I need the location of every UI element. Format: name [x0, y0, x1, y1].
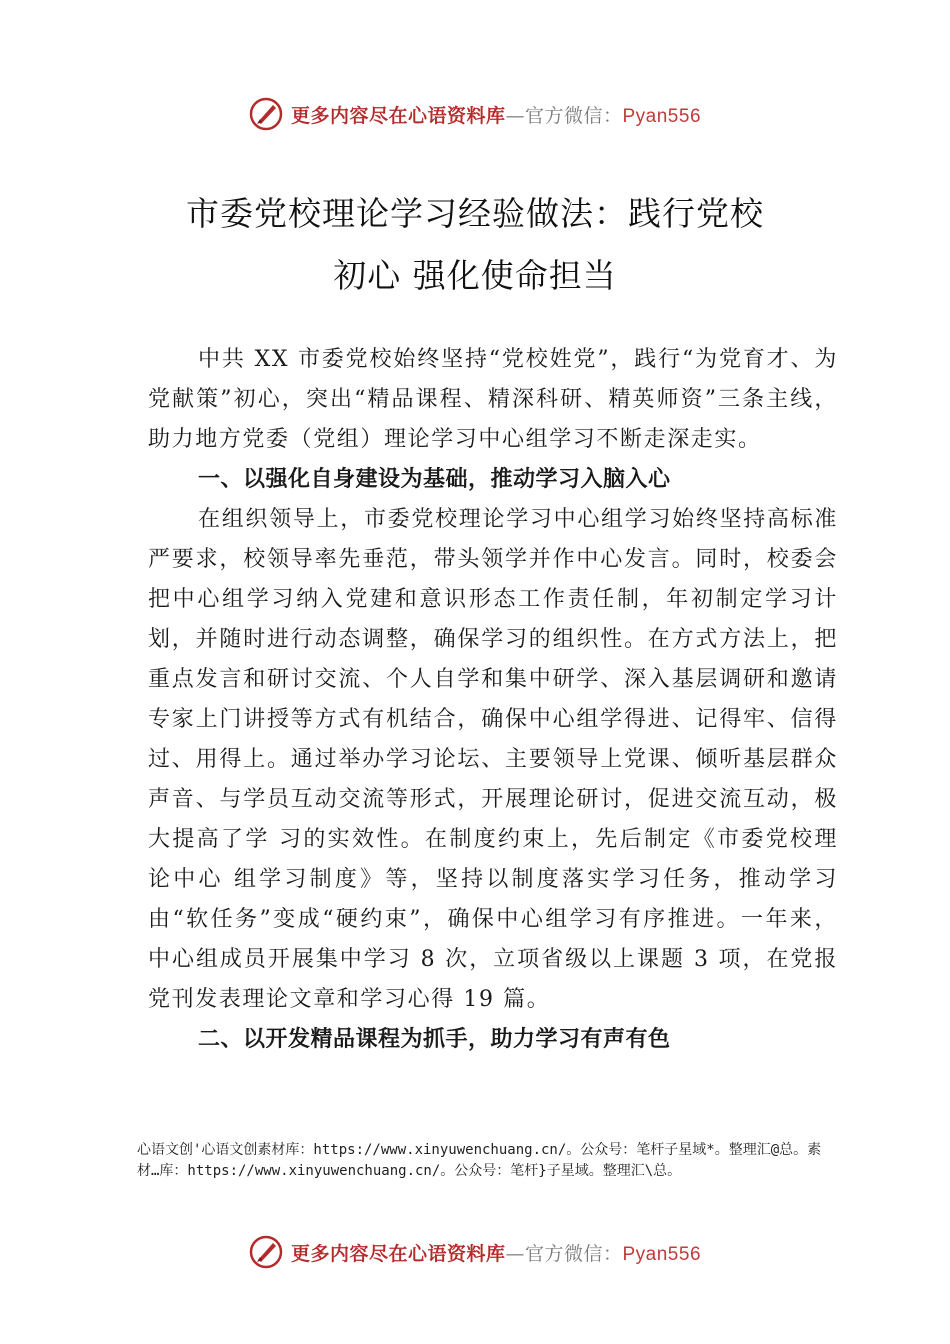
- banner-wechat-label: 官方微信：: [524, 104, 623, 127]
- pen-logo-icon: [249, 97, 283, 131]
- banner-wechat-id: Pyan556: [622, 105, 702, 127]
- footer-note: 心语文创'心语文创素材库：https://www.xinyuwenchuang.cn/。公众号：笔杆子星域*。整理汇@总。素材…库：https://www.xinyuwenchuang.cn/。公众号：笔杆}子星域。整理汇\总。: [137, 1142, 822, 1179]
- header-banner: [0, 94, 950, 134]
- document-body: [148, 340, 838, 1060]
- section-heading-2: 二、以开发精品课程为抓手，助力学习有声有色: [198, 1027, 671, 1052]
- document-title-line-2: 初心 强化使命担当: [333, 256, 617, 295]
- pen-logo-icon: [249, 1235, 283, 1269]
- intro-paragraph: 中共 XX 市委党校始终坚持“党校姓党”，践行“为党育才、为党献策”初心，突出“精品课程、精深科研、精英师资”三条主线，助力地方党委（党组）理论学习中心组学习不断走深走实。: [148, 347, 838, 452]
- banner-text: [291, 101, 701, 128]
- banner-dash: —: [505, 104, 525, 127]
- banner-wechat-label: 官方微信：: [524, 1242, 623, 1265]
- banner-site-name: 更多内容尽在心语资料库: [290, 104, 506, 127]
- banner-site-name: 更多内容尽在心语资料库: [290, 1242, 506, 1265]
- section-1-paragraph: 在组织领导上，市委党校理论学习中心组学习始终坚持高标准严要求，校领导率先垂范，带头领学并作中心发言。同时，校委会把中心组学习纳入党建和意识形态工作责任制，年初制定学习计划，并随时进行动态调整，确保学习的组织性。在方式方法上，把重点发言和研讨交流、个人自学和集中研学、深入基层调研和邀请专家上门讲授等方式有机结合，确保中心组学得进、记得牢、信得过、用得上。通过举办学习论坛、主要领导上党课、倾听基层群众声音、与学员互动交流等形式，开展理论研讨，促进交流互动，极大提高了学 习的实效性。在制度约束上，先后制定《市委党校理论中心 组学习制度》等，坚持以制度落实学习任务，推动学习由“软任务”变成“硬约束”，确保中心组学习有序推进。一年来， 中心组成员开展集中学习 8 次，立项省级以上课题 3 项，在党报党刊发表理论文章和学习心得 19 篇。: [148, 507, 838, 1012]
- footer-banner: [0, 1232, 950, 1272]
- banner-text: [291, 1239, 701, 1266]
- banner-dash: —: [505, 1242, 525, 1265]
- section-heading-1: 一、以强化自身建设为基础，推动学习入脑入心: [198, 467, 671, 492]
- document-title-line-1: 市委党校理论学习经验做法：践行党校: [186, 194, 764, 233]
- banner-wechat-id: Pyan556: [622, 1243, 702, 1265]
